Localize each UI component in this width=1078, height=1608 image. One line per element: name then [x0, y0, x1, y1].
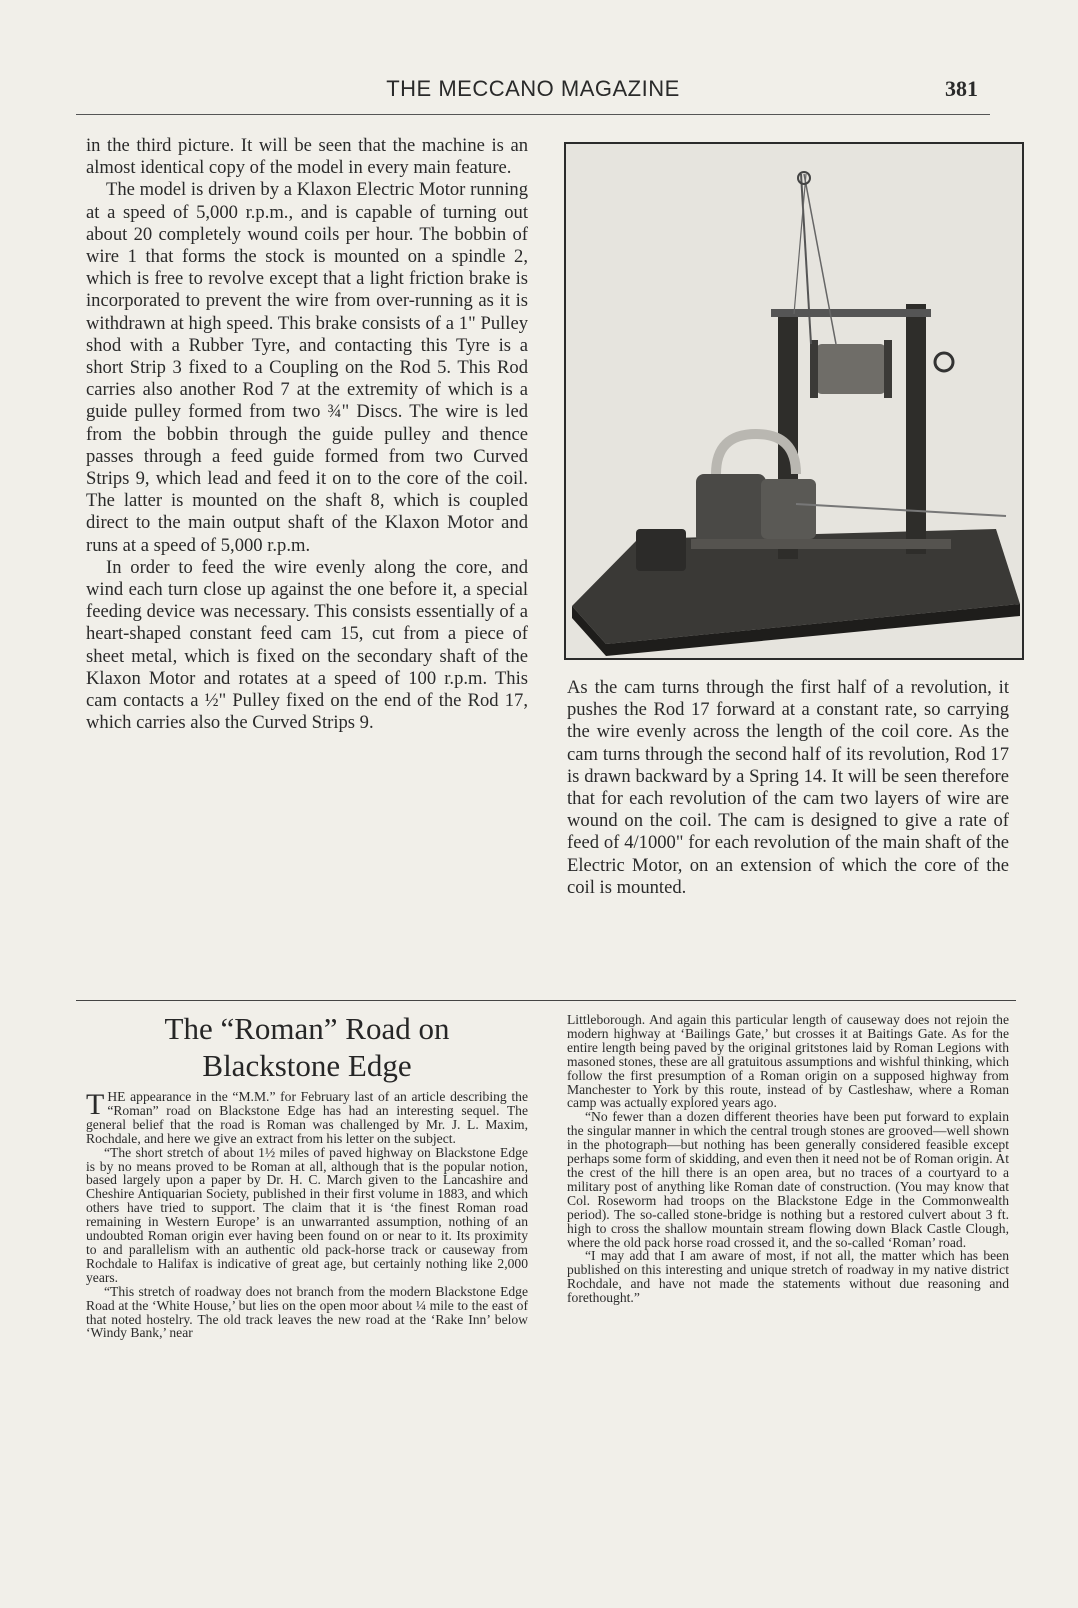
article2-column-left: [86, 1090, 528, 1340]
paragraph: “The short stretch of about 1½ miles of paved highway on Blackstone Edge is by no means proved to be Roman at all, although that is the popular notion, based largely upon a paper by Dr. H. C. March given to the Lancashire and Cheshire Antiquarian Society, published in their first volume in 1883, and which others have tried to support. The claim that it is ‘the finest Roman road remaining in Western Europe’ is an unwarranted assumption, nothing of an undoubted Roman origin ever having been found on or near to it. Its proximity to and parallelism with an authentic old pack-horse track or causeway from Rochdale to Halifax is indicative of great age, but certainly nothing like 2,000 years.: [86, 1144, 528, 1285]
page-number: 381: [945, 76, 978, 101]
paragraph: As the cam turns through the first half of a revolution, it pushes the Rod 17 forward at a constant rate, so carrying the wire evenly across the length of the coil core. As the cam turns through the second half of its revolution, Rod 17 is drawn backward by a Spring 14. It will be seen therefore that for each revolution of the cam two layers of wire are wound on the coil. The cam is designed to give a rate of feed of 4/1000" for each revolution of the main shaft of the Electric Motor, on an extension of which the core of the coil is mounted.: [567, 677, 1009, 898]
section-divider: [76, 1000, 1016, 1001]
article-title-line: Blackstone Edge: [202, 1048, 412, 1083]
paragraph: [86, 1090, 528, 1146]
paragraph: The model is driven by a Klaxon Electric Motor running at a speed of 5,000 r.p.m., and is capable of turning out about 20 completely wound coils per hour. The bobbin of wire 1 that forms the stock is mounted on a spindle 2, which is free to revolve except that a light friction brake is incorporated to prevent the wire from over-running as it is withdrawn at high speed. This brake consists of a 1" Pulley shod with a Rubber Tyre, and contacting this Tyre is a short Strip 3 fixed to a Coupling on the Rod 5. This Rod carries also another Rod 7 at the extremity of which is a guide pulley formed from two ¾" Discs. The wire is led from the bobbin through the guide pulley and thence passes through a feed guide formed from two Curved Strips 9, which lead and feed it on to the core of the coil. The latter is mounted on the shaft 8, which is coupled direct to the main output shaft of the Klaxon Motor and runs at a speed of 5,000 r.p.m.: [86, 179, 528, 556]
paragraph: “No fewer than a dozen different theories have been put forward to explain the singular manner in which the central trough stones are grooved—well shown in the photograph—but nothing has been generally considered feasible except perhaps some form of skidding, and even then it need not be of Roman origin. At the crest of the hill there is an open area, but no traces of a courtyard to a military post of anything like Roman date of construction. (You may know that Col. Roseworm had troops on the Blackstone Edge in the Commonwealth period). The so-called stone-bridge is nothing but a restored culvert about 3 ft. high to cross the shallow mountain stream flowing down Black Castle Clough, where the old pack horse road crossed it, and the so-called ‘Roman’ road.: [567, 1109, 1009, 1250]
article-title-line: The “Roman” Road on: [164, 1011, 450, 1046]
paragraph: in the third picture. It will be seen that the machine is an almost identical copy of the model in every main feature.: [86, 135, 528, 179]
drop-cap: T: [86, 1088, 105, 1121]
running-header: [76, 74, 990, 115]
paragraph: “I may add that I am aware of most, if not all, the matter which has been published on this interesting and unique stretch of roadway in my native district Rochdale, and have not made the statements without due reasoning and forethought.”: [567, 1248, 1009, 1306]
article1-column-left: [86, 135, 528, 734]
magazine-title: THE MECCANO MAGAZINE: [386, 76, 680, 101]
paragraph: In order to feed the wire evenly along the core, and wind each turn close up against the one before it, a special feeding device was necessary. This consists essentially of a heart-shaped constant feed cam 15, cut from a piece of sheet metal, which is fixed on the secondary shaft of the Klaxon Motor and rotates at a speed of 100 r.p.m. This cam contacts a ½" Pulley fixed on the end of the Rod 17, which carries also the Curved Strips 9.: [86, 556, 528, 734]
paragraph: Littleborough. And again this particular length of causeway does not rejoin the modern highway at ‘Bailings Gate,’ but crosses it at Baitings Gate. As for the entire length being paved by the original gritstones laid by Roman Legions with masoned stones, these are all gratuitous assumptions and wishful thinking, which follow the first presumption of a Roman origin on a supposed highway from Manchester to York by this route, instead of by Castleshaw, where a Roman camp was actually explored years ago.: [567, 1012, 1009, 1111]
article2-column-right: [567, 1013, 1009, 1305]
article-title: [86, 1010, 528, 1084]
article1-column-right: [567, 677, 1009, 899]
paragraph-text: HE appearance in the “M.M.” for February last of an article describing the “Roman” road on Blackstone Edge has had an interesting sequel. The general belief that the road is Roman was challenged by Mr. J. L. Maxim, Rochdale, and here we give an extract from his letter on the subject.: [86, 1089, 528, 1146]
coil-winding-machine-photo: [564, 142, 1024, 660]
paragraph: “This stretch of roadway does not branch from the modern Blackstone Edge Road at the ‘White House,’ but lies on the open moor about ¼ mile to the east of that noted hostelry. The old track leaves the new road at the ‘Rake Inn’ below ‘Windy Bank,’ near: [86, 1283, 528, 1341]
machine-illustration: [566, 144, 1022, 658]
